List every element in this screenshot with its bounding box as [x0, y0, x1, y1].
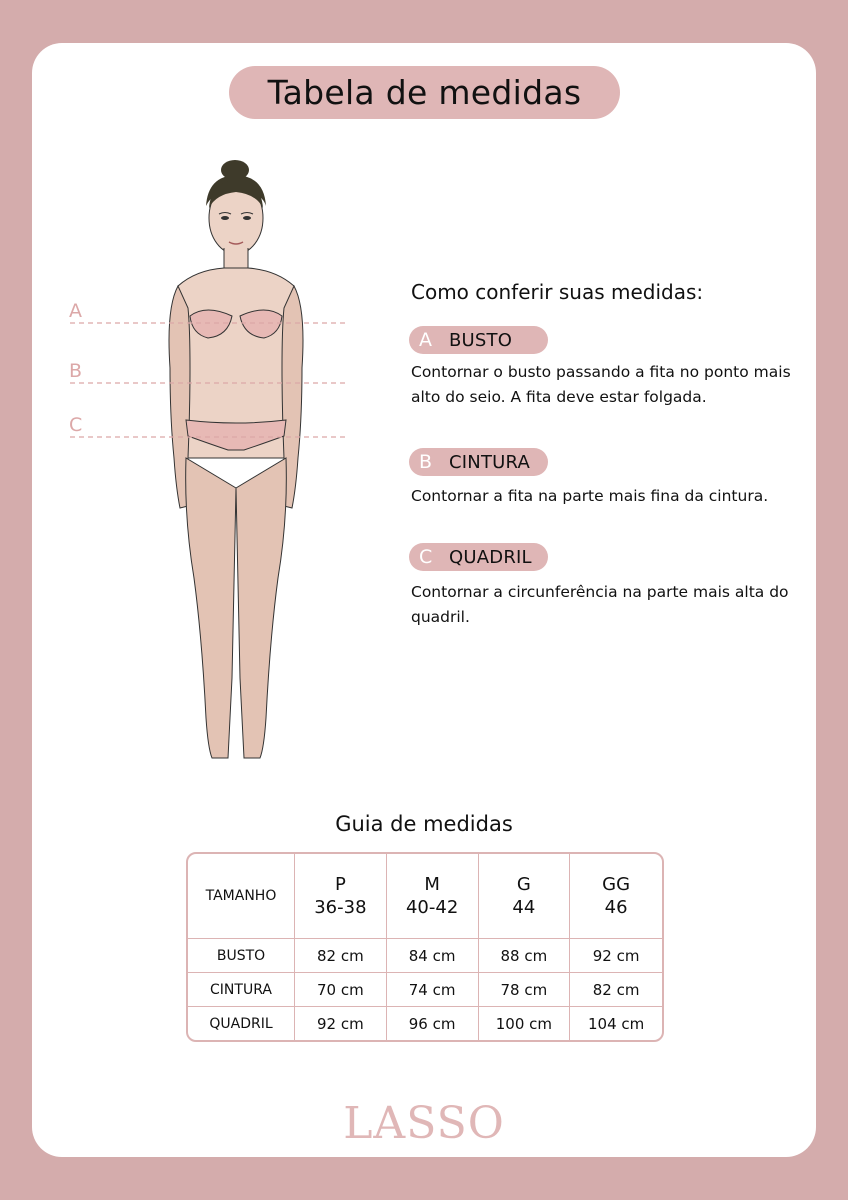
table-cell: 100 cm: [479, 1007, 571, 1040]
size-name: GG: [602, 873, 631, 895]
size-range: 36-38: [314, 896, 367, 918]
body-illustration: [66, 158, 356, 768]
row-label: CINTURA: [188, 973, 295, 1007]
measure-name: BUSTO: [449, 329, 513, 351]
measure-badge-cintura: [409, 448, 548, 476]
measure-description-quadril: Contornar a circunferência na parte mais alta do quadril.: [411, 583, 789, 626]
table-cell: 82 cm: [570, 973, 662, 1007]
table-header-row: [188, 854, 662, 939]
measure-letter: C: [419, 546, 433, 568]
measure-badge-quadril: [409, 543, 548, 571]
size-guide-title: Guia de medidas: [335, 812, 513, 836]
measure-description-busto: Contornar o busto passando a fita no ponto mais alto do seio. A fita deve estar folgada.: [411, 363, 791, 406]
size-name: G: [516, 873, 531, 895]
marker-c-label: C: [69, 414, 83, 436]
instructions-heading: Como conferir suas medidas:: [411, 280, 704, 304]
measure-name: QUADRIL: [449, 546, 532, 568]
size-name: P: [334, 873, 346, 895]
table-cell: 82 cm: [295, 939, 387, 973]
brand-logo: LASSO: [343, 1098, 505, 1149]
row-label: BUSTO: [188, 939, 295, 973]
measure-letter: A: [419, 329, 432, 351]
size-header-cell: [479, 854, 571, 939]
size-range: 40-42: [405, 896, 459, 918]
size-header-cell: [570, 854, 662, 939]
table-cell: 78 cm: [479, 973, 571, 1007]
table-cell: 84 cm: [387, 939, 479, 973]
table-row: [188, 973, 662, 1007]
size-header-cell: [295, 854, 387, 939]
size-range: 44: [512, 896, 536, 918]
size-name: M: [424, 873, 440, 895]
marker-b-label: B: [69, 360, 83, 382]
page-title: Tabela de medidas: [229, 66, 620, 119]
table-cell: 70 cm: [295, 973, 387, 1007]
table-cell: 104 cm: [587, 1014, 645, 1033]
table-row: [188, 939, 662, 973]
table-row: [188, 1007, 662, 1040]
table-cell: 88 cm: [479, 939, 571, 973]
size-label-cell: TAMANHO: [188, 854, 295, 939]
marker-a-label: A: [69, 300, 82, 322]
measure-description-cintura: Contornar a fita na parte mais fina da cintura.: [411, 487, 769, 505]
measure-letter: B: [419, 451, 433, 473]
table-cell: 92 cm: [295, 1007, 387, 1040]
size-range: 46: [604, 896, 628, 918]
table-cell: 92 cm: [570, 939, 662, 973]
size-table: [186, 852, 664, 1042]
table-cell: 96 cm: [387, 1007, 479, 1040]
measure-badge-busto: [409, 326, 548, 354]
size-header-cell: [387, 854, 479, 939]
measure-name: CINTURA: [449, 451, 531, 473]
table-cell: 74 cm: [387, 973, 479, 1007]
row-label: QUADRIL: [188, 1007, 295, 1040]
